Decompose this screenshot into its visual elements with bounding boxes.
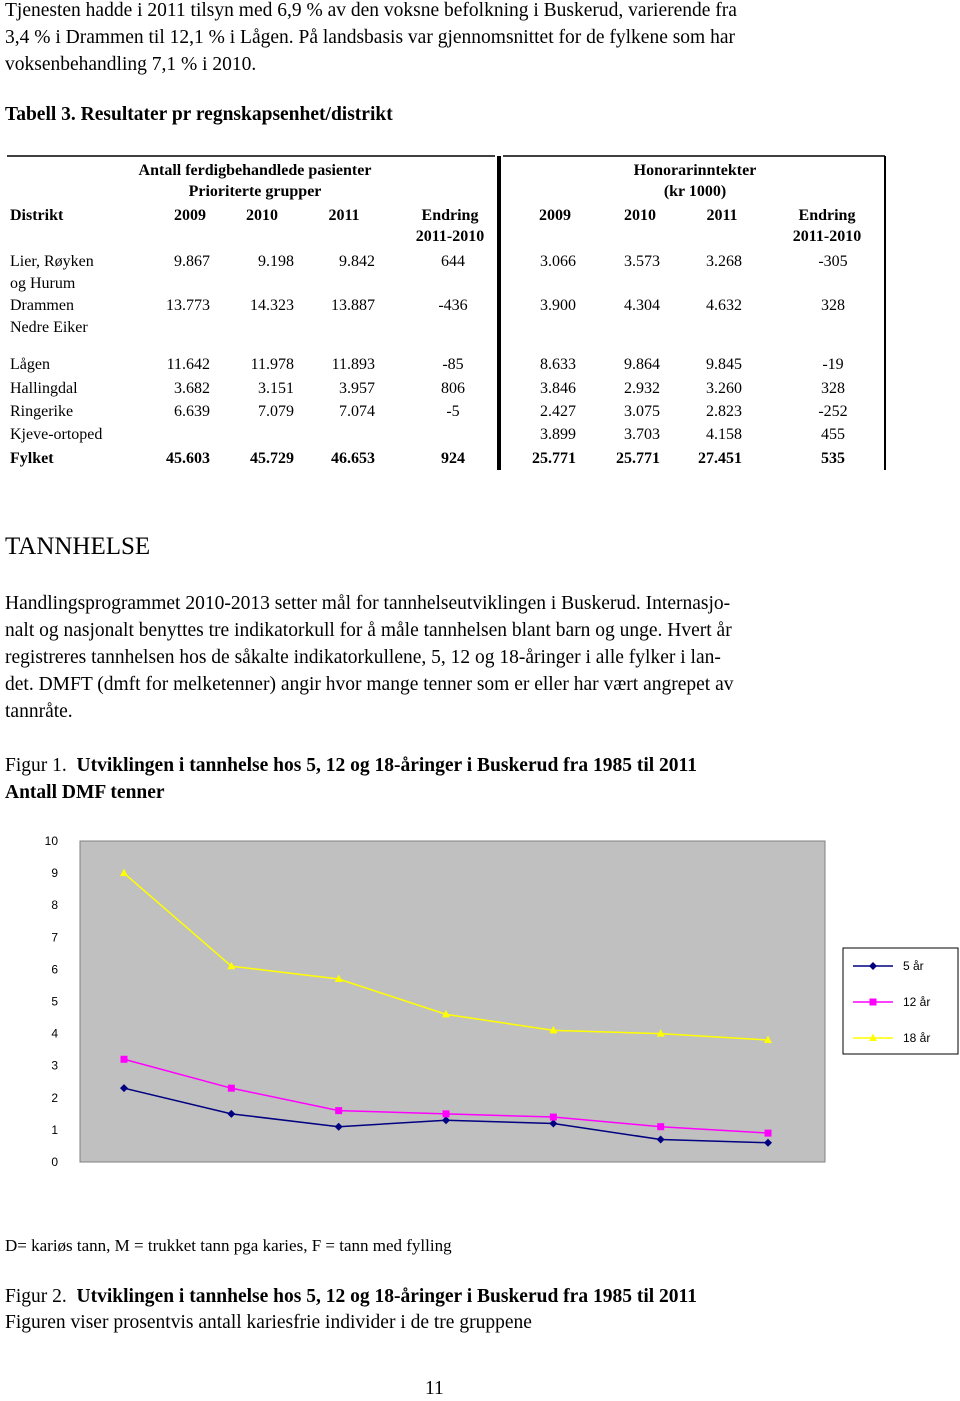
header-group1-title: Antall ferdigbehandlede pasienter xyxy=(138,162,372,179)
y-tick-label: 2 xyxy=(51,1090,58,1105)
table-district: Drammen xyxy=(10,297,74,314)
table-cell: 4.304 xyxy=(624,297,660,314)
section-paragraph xyxy=(5,590,945,725)
table-cell: 6.639 xyxy=(174,403,210,420)
table-district: Fylket xyxy=(10,450,54,467)
table-cell: 806 xyxy=(441,380,465,397)
table-district: Lågen xyxy=(10,356,50,373)
figure1-caption xyxy=(5,752,697,806)
table-cell: 45.603 xyxy=(166,450,210,467)
y-tick-label: 7 xyxy=(51,930,58,945)
y-tick-label: 3 xyxy=(51,1058,58,1073)
table-cell: 7.074 xyxy=(339,403,375,420)
table-cell: -5 xyxy=(446,403,460,420)
legend-label: 18 år xyxy=(903,1031,931,1045)
y-tick-label: 1 xyxy=(51,1122,58,1137)
table-cell: 3.268 xyxy=(706,253,742,270)
table-cell: 46.653 xyxy=(331,450,375,467)
table-cell: 535 xyxy=(821,450,845,467)
y-tick-label: 6 xyxy=(51,962,58,977)
table-cell: 3.573 xyxy=(624,253,660,270)
table-cell: 13.773 xyxy=(166,297,210,314)
table-cell: 3.899 xyxy=(540,426,576,443)
table-cell: 45.729 xyxy=(250,450,294,467)
figure1-title-line xyxy=(5,752,697,779)
figure2-title: Utviklingen i tannhelse hos 5, 12 og 18-åringer i Buskerud fra 1985 til 2011 xyxy=(76,1286,697,1307)
table-cell: 9.845 xyxy=(706,356,742,373)
y-tick-label: 4 xyxy=(51,1026,58,1041)
header-group2-title: Honorarinntekter xyxy=(633,162,757,179)
data-point xyxy=(121,1056,128,1063)
header-year: 2010 xyxy=(246,207,278,224)
figure1-title: Utviklingen i tannhelse hos 5, 12 og 18-åringer i Buskerud fra 1985 til 2011 xyxy=(76,755,697,776)
section-line: registreres tannhelsen hos de såkalte indikatorkullene, 5, 12 og 18-åringer i alle fylker i lan- xyxy=(5,647,721,668)
table-cell: -252 xyxy=(818,403,848,420)
section-line: tannråte. xyxy=(5,701,73,722)
table-cell: 3.066 xyxy=(540,253,576,270)
table-caption: Tabell 3. Resultater pr regnskapsenhet/distrikt xyxy=(5,104,393,125)
header-distrikt: Distrikt xyxy=(10,207,64,224)
header-endring-period: 2011-2010 xyxy=(792,228,862,245)
section-line: nalt og nasjonalt benyttes tre indikatorkull for å måle tannhelsen blant barn og unge. Hvert år xyxy=(5,620,732,641)
data-point xyxy=(870,999,877,1006)
header-year: 2011 xyxy=(706,207,738,224)
intro-line: 3,4 % i Drammen til 12,1 % i Lågen. På landsbasis var gjennomsnittet for de fylkene som har xyxy=(5,27,736,48)
y-tick-label: 9 xyxy=(51,866,58,881)
header-group1-subtitle: Prioriterte grupper xyxy=(188,183,322,200)
table-cell: 2.932 xyxy=(624,380,660,397)
table-district: Nedre Eiker xyxy=(10,319,88,336)
table-cell: 455 xyxy=(821,426,845,443)
table-district: Hallingdal xyxy=(10,380,78,397)
y-tick-label: 10 xyxy=(44,834,58,848)
table-district: og Hurum xyxy=(10,275,76,292)
table-cell: 27.451 xyxy=(698,450,742,467)
results-table xyxy=(0,150,960,470)
table-cell: 7.079 xyxy=(258,403,294,420)
table-cell: 2.427 xyxy=(540,403,576,420)
table-cell: -19 xyxy=(822,356,844,373)
dmft-line-chart xyxy=(0,820,960,1180)
table-cell: 644 xyxy=(441,253,465,270)
table-cell: 3.957 xyxy=(339,380,375,397)
y-tick-label: 8 xyxy=(51,898,58,913)
header-year: 2009 xyxy=(539,207,571,224)
data-point xyxy=(335,1107,342,1114)
table-cell: 3.900 xyxy=(540,297,576,314)
intro-paragraph xyxy=(5,0,945,78)
table-cell: 11.642 xyxy=(166,356,210,373)
data-point xyxy=(228,1085,235,1092)
header-group2-subtitle: (kr 1000) xyxy=(663,183,727,200)
table-cell: 25.771 xyxy=(532,450,576,467)
footnote: D= kariøs tann, M = trukket tann pga karies, F = tann med fylling xyxy=(5,1236,452,1255)
page-number: 11 xyxy=(425,1378,444,1399)
table-district: Ringerike xyxy=(10,403,74,420)
legend-label: 5 år xyxy=(903,959,924,973)
header-endring: Endring xyxy=(421,207,479,224)
table-cell: 9.867 xyxy=(174,253,210,270)
table-cell: 3.846 xyxy=(540,380,576,397)
section-line: Handlingsprogrammet 2010-2013 setter mål for tannhelseutviklingen i Buskerud. Internasjo- xyxy=(5,593,731,614)
header-year: 2011 xyxy=(328,207,360,224)
table-cell: 4.158 xyxy=(706,426,742,443)
y-tick-label: 5 xyxy=(51,994,58,1009)
table-cell: 14.323 xyxy=(250,297,294,314)
figure2-caption xyxy=(5,1283,697,1310)
header-endring: Endring xyxy=(798,207,856,224)
data-point xyxy=(657,1123,664,1130)
table-cell: -305 xyxy=(818,253,848,270)
table-cell: 9.198 xyxy=(258,253,294,270)
section-heading: TANNHELSE xyxy=(5,533,151,560)
figure2-description: Figuren viser prosentvis antall kariesfrie individer i de tre gruppene xyxy=(5,1312,532,1333)
table-cell: 3.075 xyxy=(624,403,660,420)
table-cell: 9.842 xyxy=(339,253,375,270)
figure2-label: Figur 2. xyxy=(5,1286,67,1307)
table-cell: 11.978 xyxy=(250,356,294,373)
section-line: det. DMFT (dmft for melketenner) angir hvor mange tenner som er eller har vært angrepet av xyxy=(5,674,734,695)
figure1-label: Figur 1. xyxy=(5,755,67,776)
intro-line: voksenbehandling 7,1 % i 2010. xyxy=(5,54,257,75)
y-tick-label: 0 xyxy=(51,1155,58,1169)
table-cell: 11.893 xyxy=(331,356,375,373)
figure1-subtitle: Antall DMF tenner xyxy=(5,782,165,803)
table-cell: 4.632 xyxy=(706,297,742,314)
table-district: Kjeve-ortoped xyxy=(10,426,103,443)
intro-line: Tjenesten hadde i 2011 tilsyn med 6,9 % av den voksne befolkning i Buskerud, varierende fra xyxy=(5,0,737,21)
table-district: Lier, Røyken xyxy=(10,253,94,270)
table-cell: 3.682 xyxy=(174,380,210,397)
table-cell: 9.864 xyxy=(624,356,660,373)
header-endring-period: 2011-2010 xyxy=(415,228,485,245)
table-cell: -436 xyxy=(438,297,468,314)
data-point xyxy=(443,1110,450,1117)
table-cell: -85 xyxy=(442,356,464,373)
table-cell: 13.887 xyxy=(331,297,375,314)
legend-label: 12 år xyxy=(903,995,931,1009)
header-year: 2010 xyxy=(624,207,656,224)
table-cell: 3.703 xyxy=(624,426,660,443)
header-year: 2009 xyxy=(174,207,206,224)
data-point xyxy=(765,1130,772,1137)
table-cell: 8.633 xyxy=(540,356,576,373)
table-cell: 2.823 xyxy=(706,403,742,420)
table-cell: 3.260 xyxy=(706,380,742,397)
table-cell: 3.151 xyxy=(258,380,294,397)
table-cell: 328 xyxy=(821,380,845,397)
table-cell: 25.771 xyxy=(616,450,660,467)
table-cell: 328 xyxy=(821,297,845,314)
table-cell: 924 xyxy=(441,450,465,467)
data-point xyxy=(550,1114,557,1121)
